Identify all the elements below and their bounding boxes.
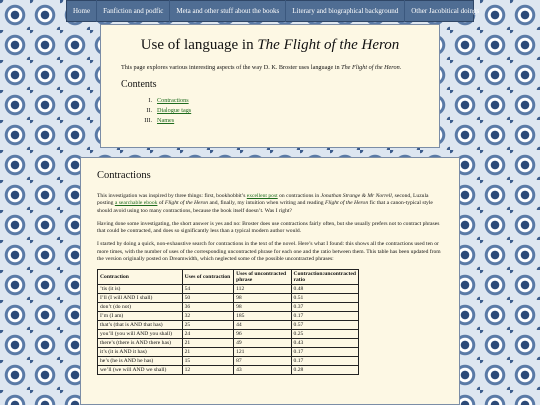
col-header-uses: Uses of contraction [182,270,233,285]
contractions-intro-paragraph: This investigation was inspired by three things: first, bookhobbit’s excellent post on contractions in Jonathan Strange & Mr Norrell, second, Luzula posting a searchable ebook of Flight of the Heron and, finally, my intuition when writing and reading Flight of the Heron fic that a canon-typical style should avoid using too many contractions, because the book itself doesn’t. Was I right? [97,193,433,214]
method-paragraph: I started by doing a quick, non-exhaustive search for contractions in the text of the novel. Here’s what I found: this shows all the contractions used ten or more times, with the number of uses of the corresponding uncontracted phrase for each one and the ratio between them. This table has been updated from the version originally posted on Dreamwidth, which neglected some of the possible uncontracted phrases: [97,241,441,262]
cell-contraction: I’ll (I will AND I shall) [98,294,183,303]
cell-contraction: it’s (it is AND it has) [98,348,183,357]
table-row [98,303,359,312]
nav-fanfiction[interactable]: Fanfiction and podfic [97,0,170,22]
cell-ratio: 0.43 [291,339,358,348]
nav-meta[interactable]: Meta and other stuff about the books [170,0,286,22]
excellent-post-link[interactable]: excellent post [246,193,278,199]
toc-item: III. Names [144,116,175,124]
nav-jacobitical[interactable]: Other Jacobitical doings [411,7,480,15]
contents-heading: Contents [121,79,157,91]
cell-uses: 21 [182,339,233,348]
col-header-contraction: Contraction [98,270,183,285]
table-row [98,294,359,303]
cell-contraction: don’t (do not) [98,303,183,312]
cell-uses: 15 [182,357,233,366]
toc-link-names[interactable]: Names [157,116,175,124]
cell-ratio: 0.17 [291,357,358,366]
cell-contraction: you’ll (you will AND you shall) [98,330,183,339]
cell-ratio: 0.25 [291,330,358,339]
cell-uses: 50 [182,294,233,303]
nav-home[interactable]: Home [67,0,97,22]
table-row [98,348,359,357]
book-title: The Flight of the Heron [257,37,400,53]
toc-item: II. Dialogue tags [146,106,192,114]
table-row [98,339,359,348]
table-body [98,285,359,375]
cell-uses: 25 [182,321,233,330]
cell-uses: 32 [182,312,233,321]
cell-uncontracted: 112 [234,285,291,294]
cell-uses: 21 [182,348,233,357]
cell-contraction: that’s (that is AND that has) [98,321,183,330]
toc-link-dialogue-tags[interactable]: Dialogue tags [157,106,192,114]
searchable-ebook-link[interactable]: a searchable ebook [114,200,158,207]
cell-ratio: 0.48 [291,285,358,294]
table-row [98,285,359,294]
page-title: Use of language in The Flight of the Heron [140,37,400,53]
cell-ratio: 0.17 [291,312,358,321]
cell-uncontracted: 185 [234,312,291,321]
cell-uses: 12 [182,366,233,375]
cell-uncontracted: 96 [234,330,291,339]
cell-uncontracted: 44 [234,321,291,330]
cell-uncontracted: 43 [234,366,291,375]
table-row [98,330,359,339]
contractions-heading: Contractions [97,170,151,181]
toc-item: I. Contractions [148,97,189,105]
top-nav [66,0,480,22]
col-header-ratio: Contraction:uncontracted ratio [291,270,358,285]
intro-description: This page explores various interesting aspects of the way D. K. Broster uses language in The Flight of the Heron. [121,64,402,71]
contractions-panel [80,157,460,405]
table-row [98,312,359,321]
cell-uses: 24 [182,330,233,339]
toc-link-contractions[interactable]: Contractions [157,97,189,105]
intro-panel [100,24,440,148]
cell-uses: 36 [182,303,233,312]
table-row [98,321,359,330]
table-header-row [98,270,359,285]
contractions-table [97,269,359,375]
cell-uncontracted: 98 [234,303,291,312]
cell-uncontracted: 87 [234,357,291,366]
cell-contraction: I’m (I am) [98,312,183,321]
table-row [98,357,359,366]
cell-uncontracted: 98 [234,294,291,303]
cell-contraction: ’tis (it is) [98,285,183,294]
cell-uncontracted: 49 [234,339,291,348]
cell-uses: 54 [182,285,233,294]
cell-uncontracted: 121 [234,348,291,357]
cell-ratio: 0.28 [291,366,358,375]
table-of-contents [121,96,419,126]
findings-paragraph: Having done some investigating, the short answer is yes and no: Broster does use contractions fairly often, but she usually prefers not to contract phrases that could be contracted, and does so significantly less than a typical modern author would. [97,220,440,235]
col-header-uncontracted: Uses of uncontracted phrase [234,270,291,285]
cell-ratio: 0.37 [291,303,358,312]
cell-ratio: 0.51 [291,294,358,303]
cell-ratio: 0.17 [291,348,358,357]
cell-contraction: there’s (there is AND there has) [98,339,183,348]
cell-ratio: 0.57 [291,321,358,330]
table-row [98,366,359,375]
nav-literary-background[interactable]: Literary and biographical background [286,0,405,22]
cell-contraction: he’s (he is AND he has) [98,357,183,366]
cell-contraction: we’ll (we will AND we shall) [98,366,183,375]
